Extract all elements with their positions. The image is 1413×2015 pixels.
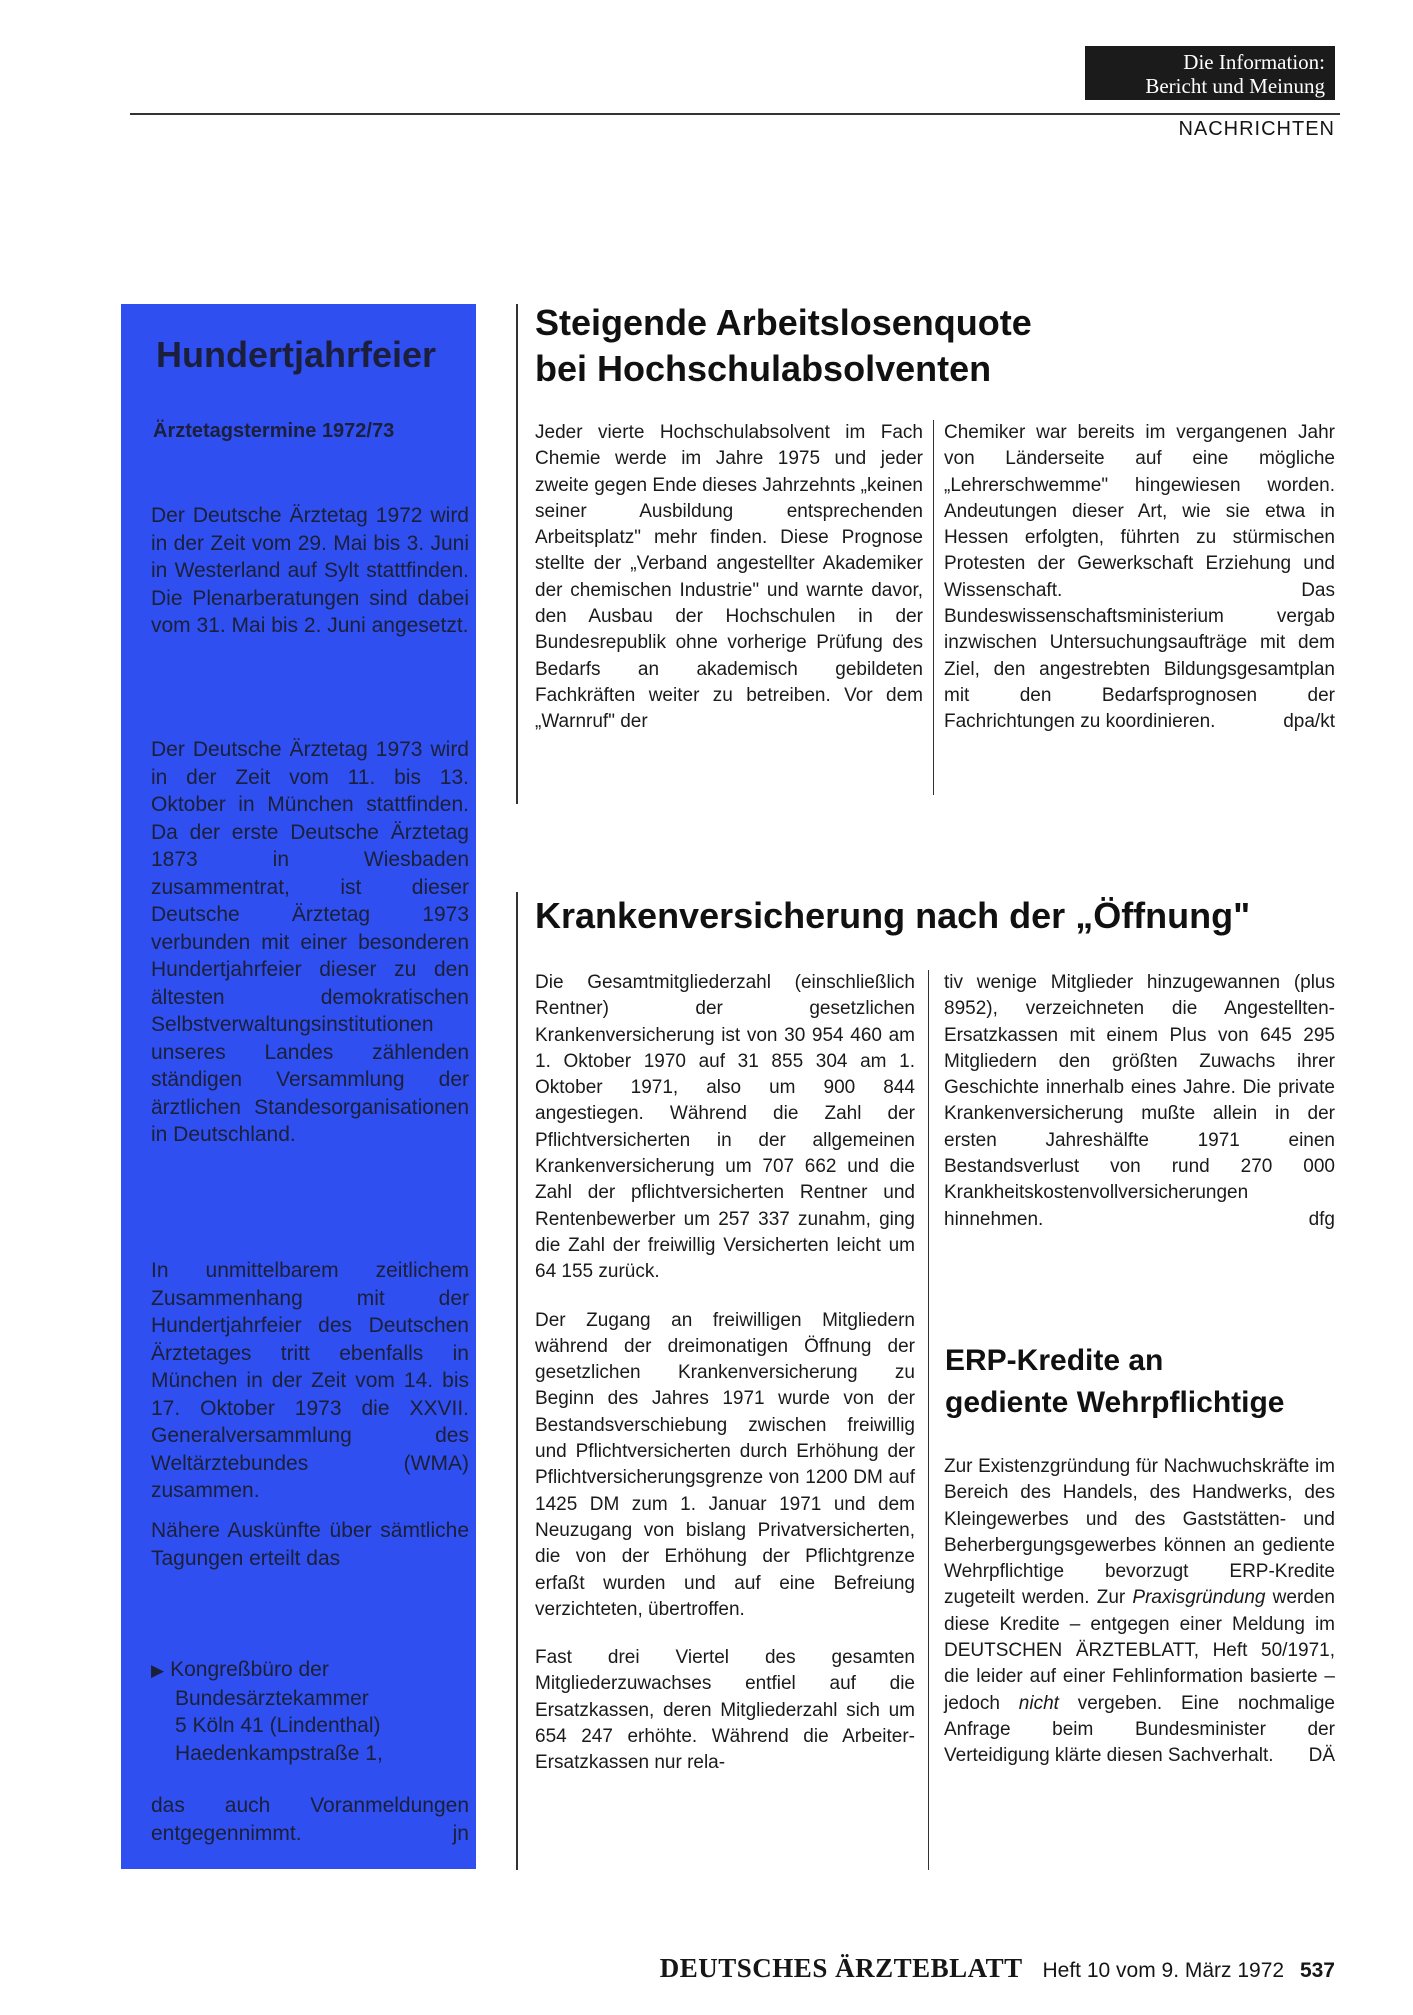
- column-rule: [933, 420, 934, 795]
- article-2-column-2-text: tiv wenige Mitglieder hinzugewannen (plus 8952), verzeichneten die Angestellten-Ersatzkassen mit einem Plus von 645 295 Mitgliedern den größten Zuwachs ihrer Geschichte innerhalb eines Jahre. Die private Krankenversicherung mußte allein in der ersten Jahreshälfte 1971 einen Bestandsverlust von rund 270 000 Krankheitskostenvollversicherungen hinnehmen.: [944, 972, 1335, 1230]
- address-line-2: Bundesärztekammer: [175, 1686, 369, 1710]
- article-1-headline-line-1: Steigende Arbeitslosenquote: [535, 302, 1032, 343]
- article-1-column-2: [944, 420, 1335, 736]
- column-rule: [516, 892, 518, 1870]
- article-3-text-c: vergeben. Eine nochmalige Anfrage beim Bundesminister der Verteidigung klärte diesen Sachverhalt.: [944, 1692, 1335, 1767]
- sidebar-subtitle: Ärztetagstermine 1972/73: [153, 420, 395, 442]
- article-2-paragraph-1: Die Gesamtmitgliederzahl (einschließlich Rentner) der gesetzlichen Krankenversicherung ist von 30 954 460 am 1. Oktober 1970 auf 31 855 304 am 1. Oktober 1971, also um 900 844 angestiegen. Während die Zahl der Pflichtversicherten in der allgemeinen Krankenversicherung um 707 662 und die Zahl der pflichtversicherten Rentner und Rentenbewerber um 257 337 zunahm, ging die Zahl der freiwillig Versicherten leicht um 64 155 zurück.: [535, 972, 915, 1283]
- column-rule: [928, 970, 929, 1870]
- article-3-signature: DÄ: [1308, 1745, 1335, 1767]
- article-3-headline-line-2: gediente Wehrpflichtige: [945, 1386, 1285, 1419]
- article-3-emphasis-2: nicht: [1018, 1692, 1059, 1714]
- sidebar-paragraph-5: [151, 1792, 469, 1847]
- article-2-paragraph-3: Fast drei Viertel des gesamten Mitgliederzuwachses entfiel auf die Ersatzkassen, deren Mitgliederzahl sich um 654 247 erhöhte. Während die Arbeiter-Ersatzkassen nur rela-: [535, 1647, 915, 1774]
- article-3-headline-line-1: ERP-Kredite an: [945, 1344, 1164, 1377]
- address-line-1: Kongreßbüro der: [170, 1658, 329, 1681]
- section-badge: [1085, 46, 1335, 100]
- article-3-text: [944, 1454, 1335, 1770]
- address-line-4: Haedenkampstraße 1,: [175, 1741, 383, 1765]
- page-footer: [660, 1953, 1335, 1984]
- page-number: 537: [1299, 1959, 1335, 1982]
- article-1-headline: [535, 300, 1032, 392]
- badge-line-2: Bericht und Meinung: [1145, 74, 1325, 98]
- article-3-emphasis-1: Praxisgründung: [1132, 1587, 1266, 1609]
- sidebar-paragraph-3: In unmittelbarem zeitlichem Zusammenhang mit der Hundertjahrfeier des Deutschen Ärztetages tritt ebenfalls in München in der Zeit vom 14. bis 17. Oktober 1973 die XXVII. Generalversammlung des Weltärztebundes (WMA) zusammen.: [151, 1259, 469, 1502]
- sidebar-address: [151, 1656, 471, 1767]
- sidebar-closing-text: das auch Voranmeldungen entgegennimmt.: [151, 1794, 469, 1845]
- sidebar-paragraph-4: Nähere Auskünfte über sämtliche Tagungen erteilt das: [151, 1519, 469, 1570]
- sidebar-paragraph-1: Der Deutsche Ärztetag 1972 wird in der Zeit vom 29. Mai bis 3. Juni in Westerland auf Sylt stattfinden. Die Plenarberatungen sind dabei vom 31. Mai bis 2. Juni angesetzt.: [151, 504, 469, 637]
- arrow-right-icon: ▶: [151, 1661, 165, 1680]
- article-3-headline: [945, 1340, 1284, 1424]
- footer-masthead: DEUTSCHES ÄRZTEBLATT: [659, 1953, 1023, 1983]
- article-1-column-2-text: Chemiker war bereits im vergangenen Jahr von Länderseite auf eine mögliche „Lehrerschwemme" hingewiesen worden. Andeutungen dieser Art, wie sie etwa in Hessen erfolgten, führten zu stürmischen Protesten der Gewerkschaft Erziehung und Wissenschaft. Das Bundeswissenschaftsministerium vergab inzwischen Untersuchungsaufträge mit dem Ziel, den angestrebten Bildungsgesamtplan mit den Bedarfsprognosen der Fachrichtungen zu koordinieren.: [944, 422, 1335, 733]
- section-label: NACHRICHTEN: [1178, 118, 1335, 140]
- article-2-paragraph-2: Der Zugang an freiwilligen Mitgliedern während der dreimonatigen Öffnung der gesetzlichen Krankenversicherung zu Beginn des Jahres 1971 wurde von der Bestandsverschiebung zwischen freiwillig und Pflichtversicherten durch Erhöhung der Pflichtversicherungsgrenze von 1200 DM auf 1425 DM zum 1. Januar 1971 und dem Neuzugang von bislang Privatversicherten, die von der Erhöhung der Pflichtgrenze erfaßt wurden und auf eine Befreiung verzichteten, übertroffen.: [535, 1309, 915, 1620]
- sidebar-paragraph-2: Der Deutsche Ärztetag 1973 wird in der Zeit vom 11. bis 13. Oktober in München stattfinden. Da der erste Deutsche Ärztetag 1873 in Wiesbaden zusammentrat, ist dieser Deutsche Ärztetag 1973 verbunden mit einer besonderen Hundertjahrfeier dieser zu den ältesten demokratischen Selbstverwaltungsinstitutionen unseres Landes zählenden ständigen Versammlung der ärztlichen Standesorganisationen in Deutschland.: [151, 738, 469, 1146]
- column-rule: [516, 304, 518, 804]
- sidebar-box: [121, 304, 476, 1869]
- article-2-column-1: [535, 970, 915, 1777]
- article-2-headline: Krankenversicherung nach der „Öffnung": [535, 895, 1251, 936]
- article-1-column-1: Jeder vierte Hochschulabsolvent im Fach Chemie werde im Jahre 1975 und jeder zweite gegen Ende dieses Jahrzehnts „keinen seiner Ausbildung entsprechenden Arbeitsplatz" mehr finden. Diese Prognose stellte der „Verband angestellter Akademiker der chemischen Industrie" und warnte davor, den Ausbau der Hochschulen in der Bundesrepublik ohne vorherige Prüfung des Bedarfs an akademisch gebildeten Fachkräften weiter zu betreiben. Vor dem „Warnruf" der: [535, 422, 923, 733]
- footer-issue: Heft 10 vom 9. März 1972: [1042, 1959, 1285, 1982]
- article-2-signature: dfg: [1308, 1208, 1335, 1230]
- article-1-signature: dpa/kt: [1283, 711, 1335, 733]
- sidebar-title: Hundertjahrfeier: [156, 334, 437, 375]
- article-3-text-b: werden diese Kredite – entgegen einer Meldung im DEUTSCHEN ÄRZTEBLATT, Heft 50/1971, die leider auf einer Fehlinformation basierte – jedoch: [944, 1587, 1335, 1714]
- article-3-text-a: Zur Existenzgründung für Nachwuchskräfte im Bereich des Handels, des Handwerks, des Kleingewerbes und des Gaststätten- und Beherbergungsgewerbes können an gediente Wehrpflichtige bevorzugt ERP-Kredite zugeteilt werden. Zur: [944, 1456, 1335, 1609]
- badge-line-1: Die Information:: [1183, 50, 1325, 74]
- article-1-headline-line-2: bei Hochschulabsolventen: [535, 348, 992, 389]
- header-rule: [130, 113, 1340, 115]
- article-2-column-2: [944, 970, 1335, 1233]
- sidebar-signature: jn: [452, 1821, 469, 1845]
- address-line-3: 5 Köln 41 (Lindenthal): [175, 1714, 381, 1737]
